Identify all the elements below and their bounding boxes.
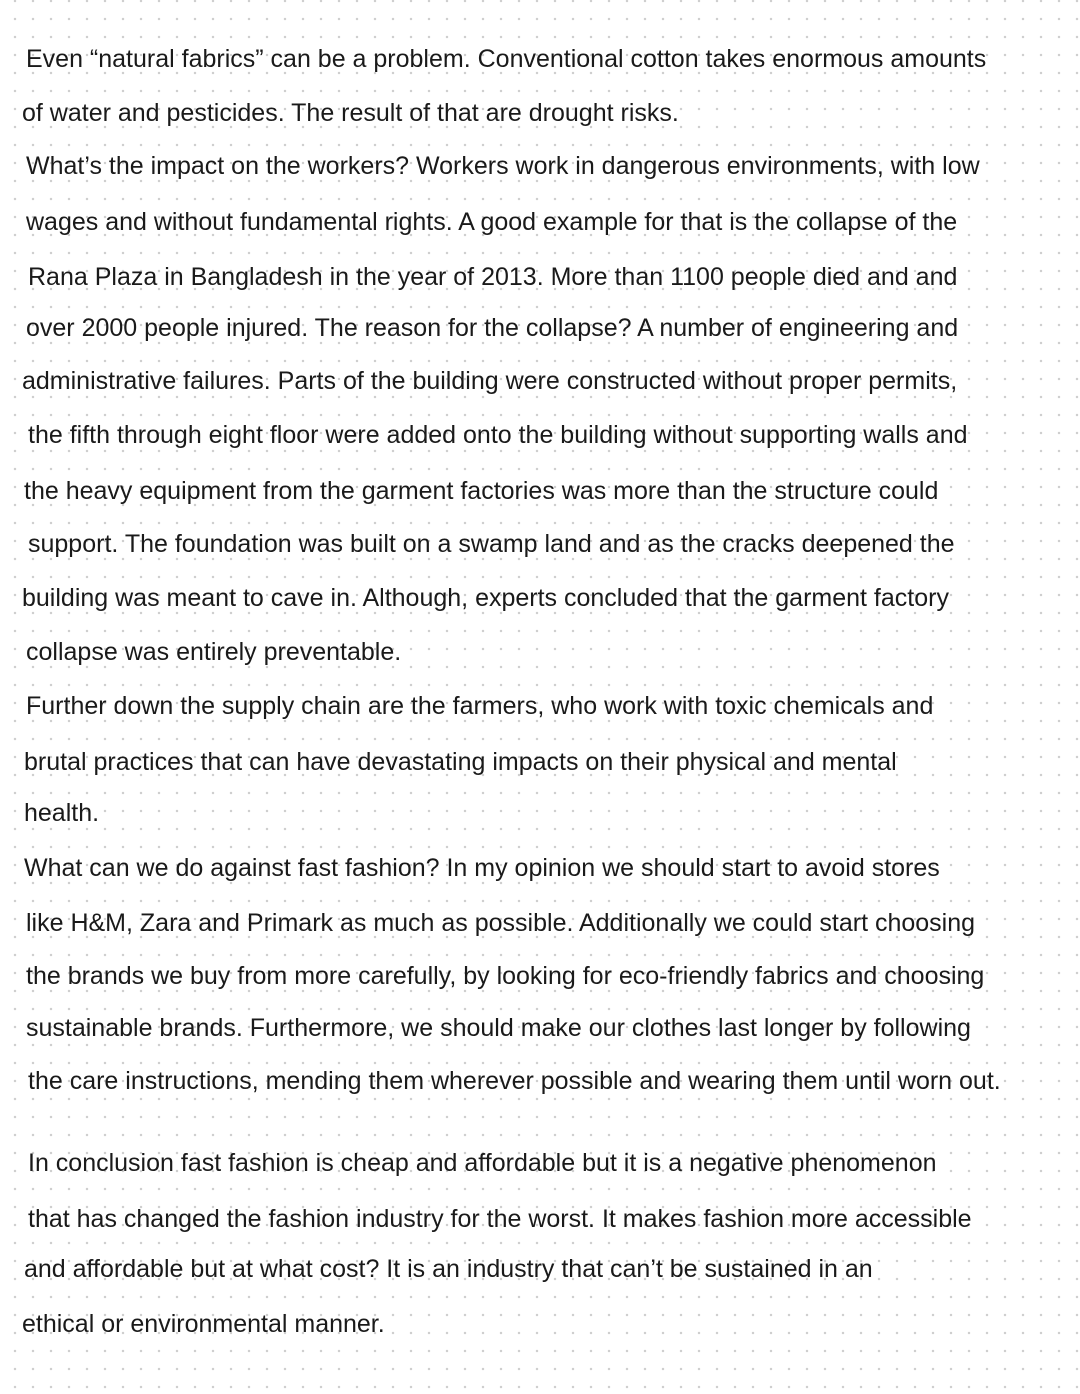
text-line: the heavy equipment from the garment factories was more than the structure could [24,477,939,505]
text-line: wages and without fundamental rights. A good example for that is the collapse of the [26,208,958,236]
text-line: that has changed the fashion industry for the worst. It makes fashion more accessible [28,1205,972,1233]
text-line: What’s the impact on the workers? Workers work in dangerous environments, with low [26,152,980,180]
text-line: building was meant to cave in. Although, experts concluded that the garment factory [22,584,949,612]
text-line: sustainable brands. Furthermore, we should make our clothes last longer by following [26,1014,971,1042]
text-line: of water and pesticides. The result of that are drought risks. [22,99,679,127]
text-line: collapse was entirely preventable. [26,638,402,666]
text-line: administrative failures. Parts of the building were constructed without proper permits, [22,367,958,395]
text-line: Rana Plaza in Bangladesh in the year of 2013. More than 1100 people died and and [28,263,958,291]
text-line: health. [24,799,100,827]
text-line: support. The foundation was built on a swamp land and as the cracks deepened the [28,530,955,558]
text-line: the brands we buy from more carefully, by looking for eco-friendly fabrics and choosing [26,962,985,990]
text-line: ethical or environmental manner. [22,1310,385,1338]
text-line: and affordable but at what cost? It is an industry that can’t be sustained in an [24,1255,873,1283]
text-line: over 2000 people injured. The reason for the collapse? A number of engineering and [26,314,959,342]
text-line: In conclusion fast fashion is cheap and affordable but it is a negative phenomenon [28,1149,937,1177]
text-line: the fifth through eight floor were added onto the building without supporting walls and [28,421,968,449]
text-line: brutal practices that can have devastating impacts on their physical and mental [24,748,897,776]
text-line: the care instructions, mending them wherever possible and wearing them until worn out. [28,1067,1001,1095]
text-line: Even “natural fabrics” can be a problem. Conventional cotton takes enormous amounts [26,45,987,73]
text-line: like H&M, Zara and Primark as much as possible. Additionally we could start choosing [26,909,976,937]
text-line: Further down the supply chain are the farmers, who work with toxic chemicals and [26,692,934,720]
text-line: What can we do against fast fashion? In my opinion we should start to avoid stores [24,854,940,882]
